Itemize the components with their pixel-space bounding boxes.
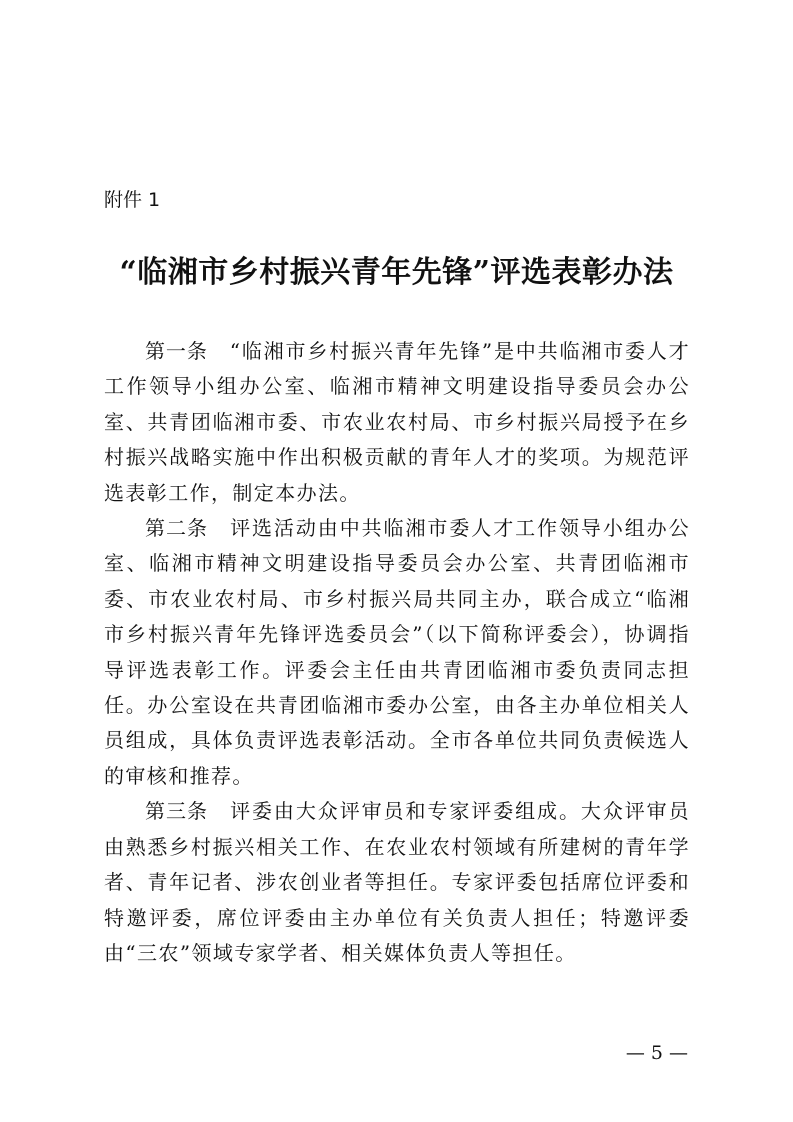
article-number: 第二条 (145, 516, 209, 541)
article-2 (104, 511, 690, 794)
article-text: “临湘市乡村振兴青年先锋”是中共临湘市委人才工作领导小组办公室、临湘市精神文明建设指导委员会办公室、共青团临湘市委、市农业农村局、市乡村振兴局授予在乡村振兴战略实施中作出积极贡献的青年人才的奖项。为规范评选表彰工作，制定本办法。 (104, 339, 690, 505)
article-number: 第三条 (145, 799, 209, 824)
article-text: 评委由大众评审员和专家评委组成。大众评审员由熟悉乡村振兴相关工作、在农业农村领域有所建树的青年学者、青年记者、涉农创业者等担任。专家评委包括席位评委和特邀评委，席位评委由主办单位有关负责人担任；特邀评委由“三农”领域专家学者、相关媒体负责人等担任。 (104, 799, 690, 965)
page-number: — 5 — (625, 1042, 688, 1064)
article-number: 第一条 (145, 339, 208, 363)
document-title: “临湘市乡村振兴青年先锋”评选表彰办法 (119, 255, 674, 290)
document-body (104, 334, 690, 971)
article-text: 评选活动由中共临湘市委人才工作领导小组办公室、临湘市精神文明建设指导委员会办公室、共青团临湘市委、市农业农村局、市乡村振兴局共同主办，联合成立“临湘市乡村振兴青年先锋评选委员会”（以下简称评委会），协调指导评选表彰工作。评委会主任由共青团临湘市委负责同志担任。办公室设在共青团临湘市委办公室，由各主办单位相关人员组成，具体负责评选表彰活动。全市各单位共同负责候选人的审核和推荐。 (104, 516, 690, 788)
attachment-label: 附件 1 (104, 189, 161, 211)
article-3 (104, 794, 690, 971)
article-1 (104, 334, 690, 511)
